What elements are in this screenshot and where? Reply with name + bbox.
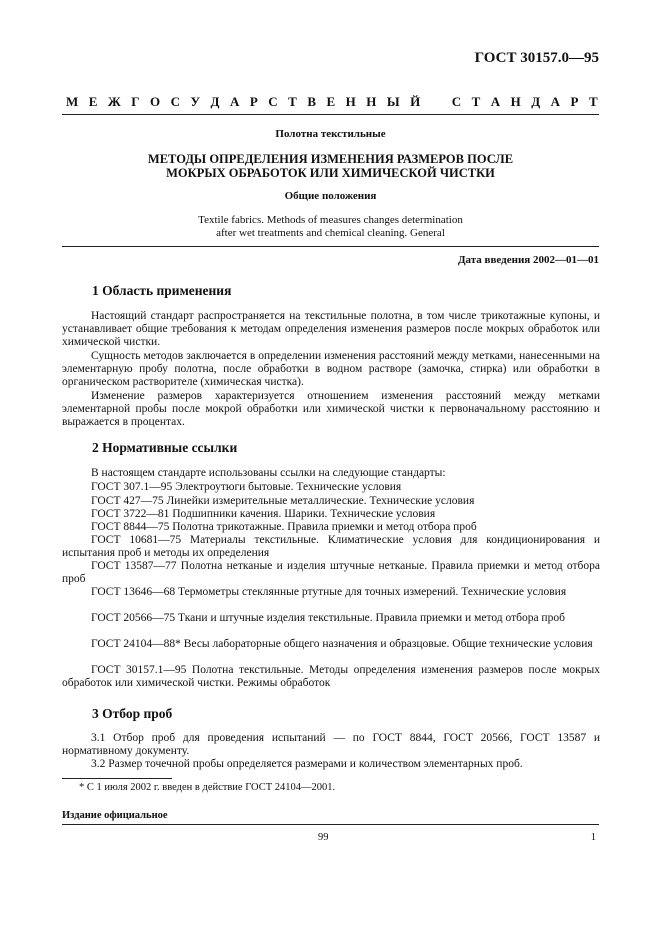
reference-text: ГОСТ 13646—68 Термометры стеклянные ртутные для точных измерений. Технические условия [91, 586, 567, 598]
sheet-number: 1 [590, 832, 596, 843]
banner-letter: Н [510, 94, 521, 109]
banner-letter: М [66, 94, 79, 109]
reference-text: ГОСТ 10681—75 Материалы текстильные. Климатические условия для кондиционирования и испытания проб и методы их определения [62, 534, 600, 560]
banner-letter: Р [570, 94, 579, 109]
section-1-para-1 [62, 310, 600, 350]
header-rule [62, 114, 599, 115]
reference-text: ГОСТ 20566—75 Ткани и штучные изделия текстильные. Правила приемки и метод отбора проб [91, 612, 565, 624]
banner-letter: Г [131, 94, 140, 109]
banner-letter: Н [366, 94, 377, 109]
reference-item [62, 560, 600, 586]
section-2-intro [62, 467, 600, 480]
footnote: * С 1 июля 2002 г. введен в действие ГОСТ 24104—2001. [79, 782, 336, 793]
reference-item [62, 521, 600, 534]
paragraph-text: В настоящем стандарте использованы ссылки на следующие стандарты: [91, 467, 446, 479]
banner-letter: С [268, 94, 278, 109]
reference-item [62, 495, 600, 508]
section-2-heading: 2 Нормативные ссылки [92, 440, 238, 455]
paragraph-text: 3.1 Отбор проб для проведения испытаний — по ГОСТ 8844, ГОСТ 20566, ГОСТ 13587 и нормативному документу. [62, 732, 600, 758]
reference-text: ГОСТ 8844—75 Полотна трикотажные. Правила приемки и метод отбора проб [91, 521, 477, 533]
banner-letter: Е [88, 94, 98, 109]
reference-text: ГОСТ 13587—77 Полотна нетканые и изделия штучные нетканые. Правила приемки и метод отбора проб [62, 560, 600, 586]
banner-letter: Т [588, 94, 598, 109]
banner-letter: А [550, 94, 561, 109]
official-edition-label: Издание официальное [62, 810, 168, 821]
section-1-heading: 1 Область применения [92, 283, 232, 298]
english-title-line1: Textile fabrics. Methods of measures changes determination [198, 214, 463, 226]
interstate-standard-banner [66, 94, 598, 110]
banner-letter: А [229, 94, 240, 109]
doc-subtitle: Полотна текстильные [275, 128, 386, 140]
reference-item [62, 508, 600, 521]
banner-letter: Д [210, 94, 220, 109]
page-number: 99 [318, 832, 329, 843]
section-3-para-1 [62, 732, 600, 758]
banner-letter: С [170, 94, 181, 109]
title-rule [62, 246, 599, 247]
reference-item [62, 664, 600, 690]
reference-text: ГОСТ 24104—88* Весы лабораторные общего назначения и образцовые. Общие технические условия [91, 638, 593, 650]
banner-letter: Е [326, 94, 336, 109]
banner-letter: Н [345, 94, 356, 109]
section-1-para-2 [62, 350, 600, 390]
reference-item [62, 638, 600, 651]
banner-letter: Ж [107, 94, 121, 109]
reference-text: ГОСТ 3722—81 Подшипники качения. Шарики. Технические условия [91, 508, 436, 520]
doc-main-title: МЕТОДЫ ОПРЕДЕЛЕНИЯ ИЗМЕНЕНИЯ РАЗМЕРОВ ПОСЛЕ МОКРЫХ ОБРАБОТОК ИЛИ ХИМИЧЕСКОЙ ЧИСТКИ [147, 152, 514, 180]
banner-letter: У [190, 94, 201, 109]
footer-rule [62, 824, 599, 825]
reference-text: ГОСТ 427—75 Линейки измерительные металлические. Технические условия [91, 495, 475, 507]
reference-item [62, 481, 600, 494]
english-title-line2: after wet treatments and chemical cleaning. General [216, 227, 445, 239]
reference-item [62, 586, 600, 599]
english-title [62, 214, 599, 240]
footnote-rule [62, 778, 172, 779]
banner-letter: В [307, 94, 316, 109]
section-3-para-2 [62, 758, 600, 771]
banner-letter: О [150, 94, 161, 109]
banner-letter: Ы [386, 94, 400, 109]
paragraph-text: Сущность методов заключается в определении изменения расстояний между метками, нанесенными на элементарную пробу полотна, после обработки в водном растворе (замочка, стирка) или обработки в органическом растворителе (химическая чистка). [62, 350, 600, 389]
banner-letter: С [451, 94, 462, 109]
section-1-para-3 [62, 390, 600, 430]
section-3-heading: 3 Отбор проб [92, 706, 173, 721]
reference-text: ГОСТ 30157.1—95 Полотна текстильные. Методы определения изменения размеров после мокрых обработок или химической чистки. Режимы обработок [62, 664, 600, 690]
banner-letter: Т [471, 94, 481, 109]
reference-text: ГОСТ 307.1—95 Электроутюги бытовые. Технические условия [91, 481, 402, 493]
banner-letter: Й [410, 94, 421, 109]
paragraph-text: Изменение размеров характеризуется отношением изменения расстояний между метками элементарной пробы после мокрой обработки или химической чистки к первоначальному расстоянию и выражается в процентах. [62, 390, 600, 429]
doc-general-subtitle: Общие положения [284, 190, 377, 202]
paragraph-text: Настоящий стандарт распространяется на текстильные полотна, в том числе трикотажные купоны, и устанавливает общие требования к методам определения изменения размеров после мокрых обработок или химической чистки. [62, 310, 600, 349]
banner-letter: А [490, 94, 501, 109]
reference-item [62, 612, 600, 625]
doc-number: ГОСТ 30157.0—95 [474, 50, 599, 66]
banner-letter: Р [249, 94, 258, 109]
reference-item [62, 534, 600, 560]
paragraph-text: 3.2 Размер точечной пробы определяется размерами и количеством элементарных проб. [91, 758, 523, 770]
introduction-date: Дата введения 2002—01—01 [457, 254, 599, 266]
banner-letter: Т [288, 94, 297, 109]
banner-letter: Д [531, 94, 541, 109]
